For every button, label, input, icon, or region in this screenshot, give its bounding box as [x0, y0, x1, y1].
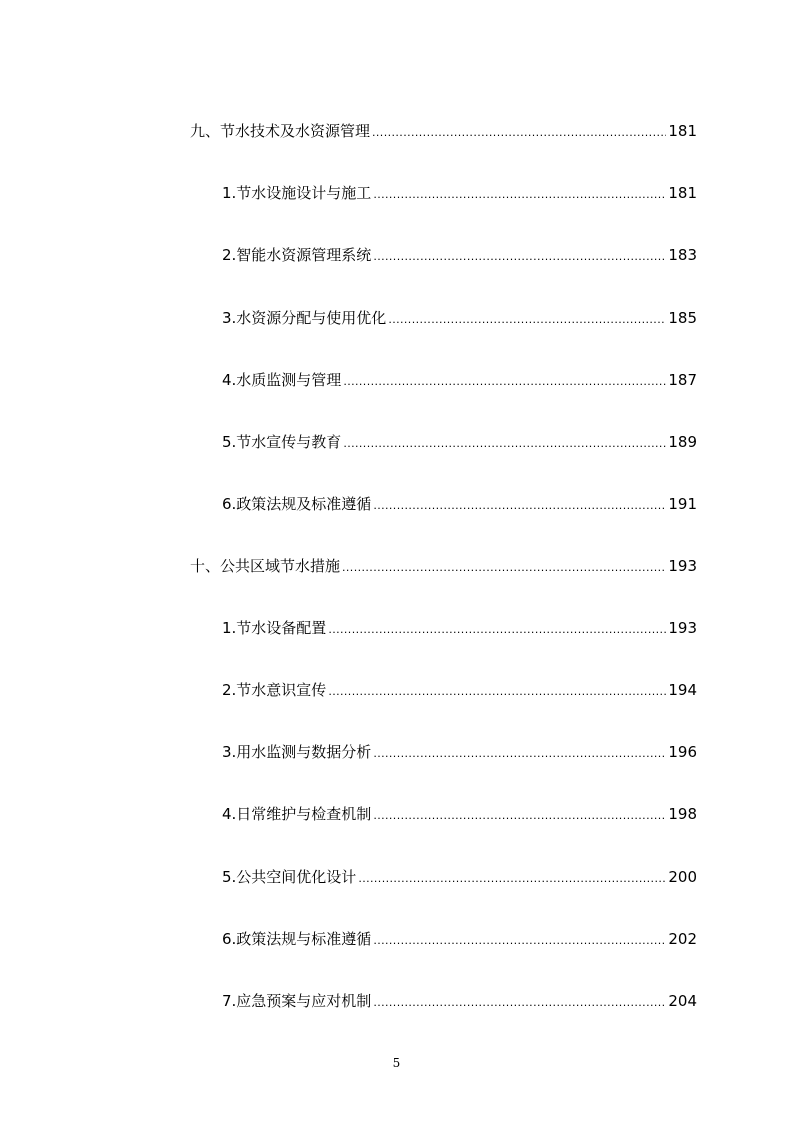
page-number: 5: [392, 1056, 401, 1070]
toc-entry-page: 193: [668, 619, 697, 637]
toc-entry-title: 1.节水设备配置: [222, 619, 327, 637]
toc-entry-page: 198: [668, 805, 697, 823]
toc-entry-title: 2.节水意识宣传: [222, 681, 327, 699]
toc-dot-leader: [343, 370, 666, 394]
toc-entry-title: 1.节水设施设计与施工: [222, 184, 372, 202]
toc-dot-leader: [358, 867, 666, 891]
toc-entry-page: 204: [668, 992, 697, 1010]
toc-entry-page: 191: [668, 495, 697, 513]
toc-entry-10-1[interactable]: [222, 616, 697, 640]
toc-entry-title: 3.水资源分配与使用优化: [222, 309, 387, 327]
toc-entry-page: 187: [668, 371, 697, 389]
toc-entry-title: 5.公共空间优化设计: [222, 868, 357, 886]
toc-entry-page: 181: [668, 184, 697, 202]
toc-entry-9-2[interactable]: [222, 243, 697, 267]
toc-entry-10-4[interactable]: [222, 802, 697, 826]
toc-entry-title: 6.政策法规及标准遵循: [222, 495, 372, 513]
toc-entry-title: 2.智能水资源管理系统: [222, 246, 372, 264]
toc-dot-leader: [372, 121, 666, 145]
toc-entry-title: 十、公共区域节水措施: [190, 557, 341, 575]
toc-entry-page: 185: [668, 309, 697, 327]
toc-dot-leader: [388, 308, 666, 332]
toc-entry-page: 183: [668, 246, 697, 264]
toc-entry-page: 202: [668, 930, 697, 948]
toc-entry-10-3[interactable]: [222, 740, 697, 764]
toc-entry-title: 3.用水监测与数据分析: [222, 743, 372, 761]
toc-entry-title: 6.政策法规与标准遵循: [222, 930, 372, 948]
toc-dot-leader: [373, 494, 666, 518]
toc-entry-9-1[interactable]: [222, 181, 697, 205]
toc-dot-leader: [342, 556, 666, 580]
toc-entry-page: 181: [668, 122, 697, 140]
toc-entry-page: 189: [668, 433, 697, 451]
toc-dot-leader: [328, 680, 666, 704]
toc-entry-page: 200: [668, 868, 697, 886]
toc-entry-title: 九、节水技术及水资源管理: [190, 122, 371, 140]
toc-entry-9-6[interactable]: [222, 492, 697, 516]
toc-dot-leader: [373, 245, 666, 269]
toc-entry-10-6[interactable]: [222, 927, 697, 951]
toc-entry-page: 194: [668, 681, 697, 699]
toc-entry-section-9[interactable]: [190, 119, 697, 143]
toc-dot-leader: [373, 804, 666, 828]
toc-dot-leader: [328, 618, 666, 642]
toc-entry-10-5[interactable]: [222, 865, 697, 889]
toc-entry-page: 196: [668, 743, 697, 761]
toc-entry-10-7[interactable]: [222, 989, 697, 1013]
toc-entry-10-2[interactable]: [222, 678, 697, 702]
toc-dot-leader: [373, 742, 666, 766]
toc-dot-leader: [343, 432, 666, 456]
toc-dot-leader: [373, 929, 666, 953]
toc-entry-9-5[interactable]: [222, 430, 697, 454]
toc-entry-9-3[interactable]: [222, 306, 697, 330]
toc-entry-title: 4.日常维护与检查机制: [222, 805, 372, 823]
toc-entry-title: 4.水质监测与管理: [222, 371, 342, 389]
toc-entry-title: 7.应急预案与应对机制: [222, 992, 372, 1010]
toc-dot-leader: [373, 991, 666, 1015]
toc-entry-page: 193: [668, 557, 697, 575]
toc-entry-section-10[interactable]: [190, 554, 697, 578]
toc-entry-9-4[interactable]: [222, 368, 697, 392]
toc-dot-leader: [373, 183, 666, 207]
toc-entry-title: 5.节水宣传与教育: [222, 433, 342, 451]
